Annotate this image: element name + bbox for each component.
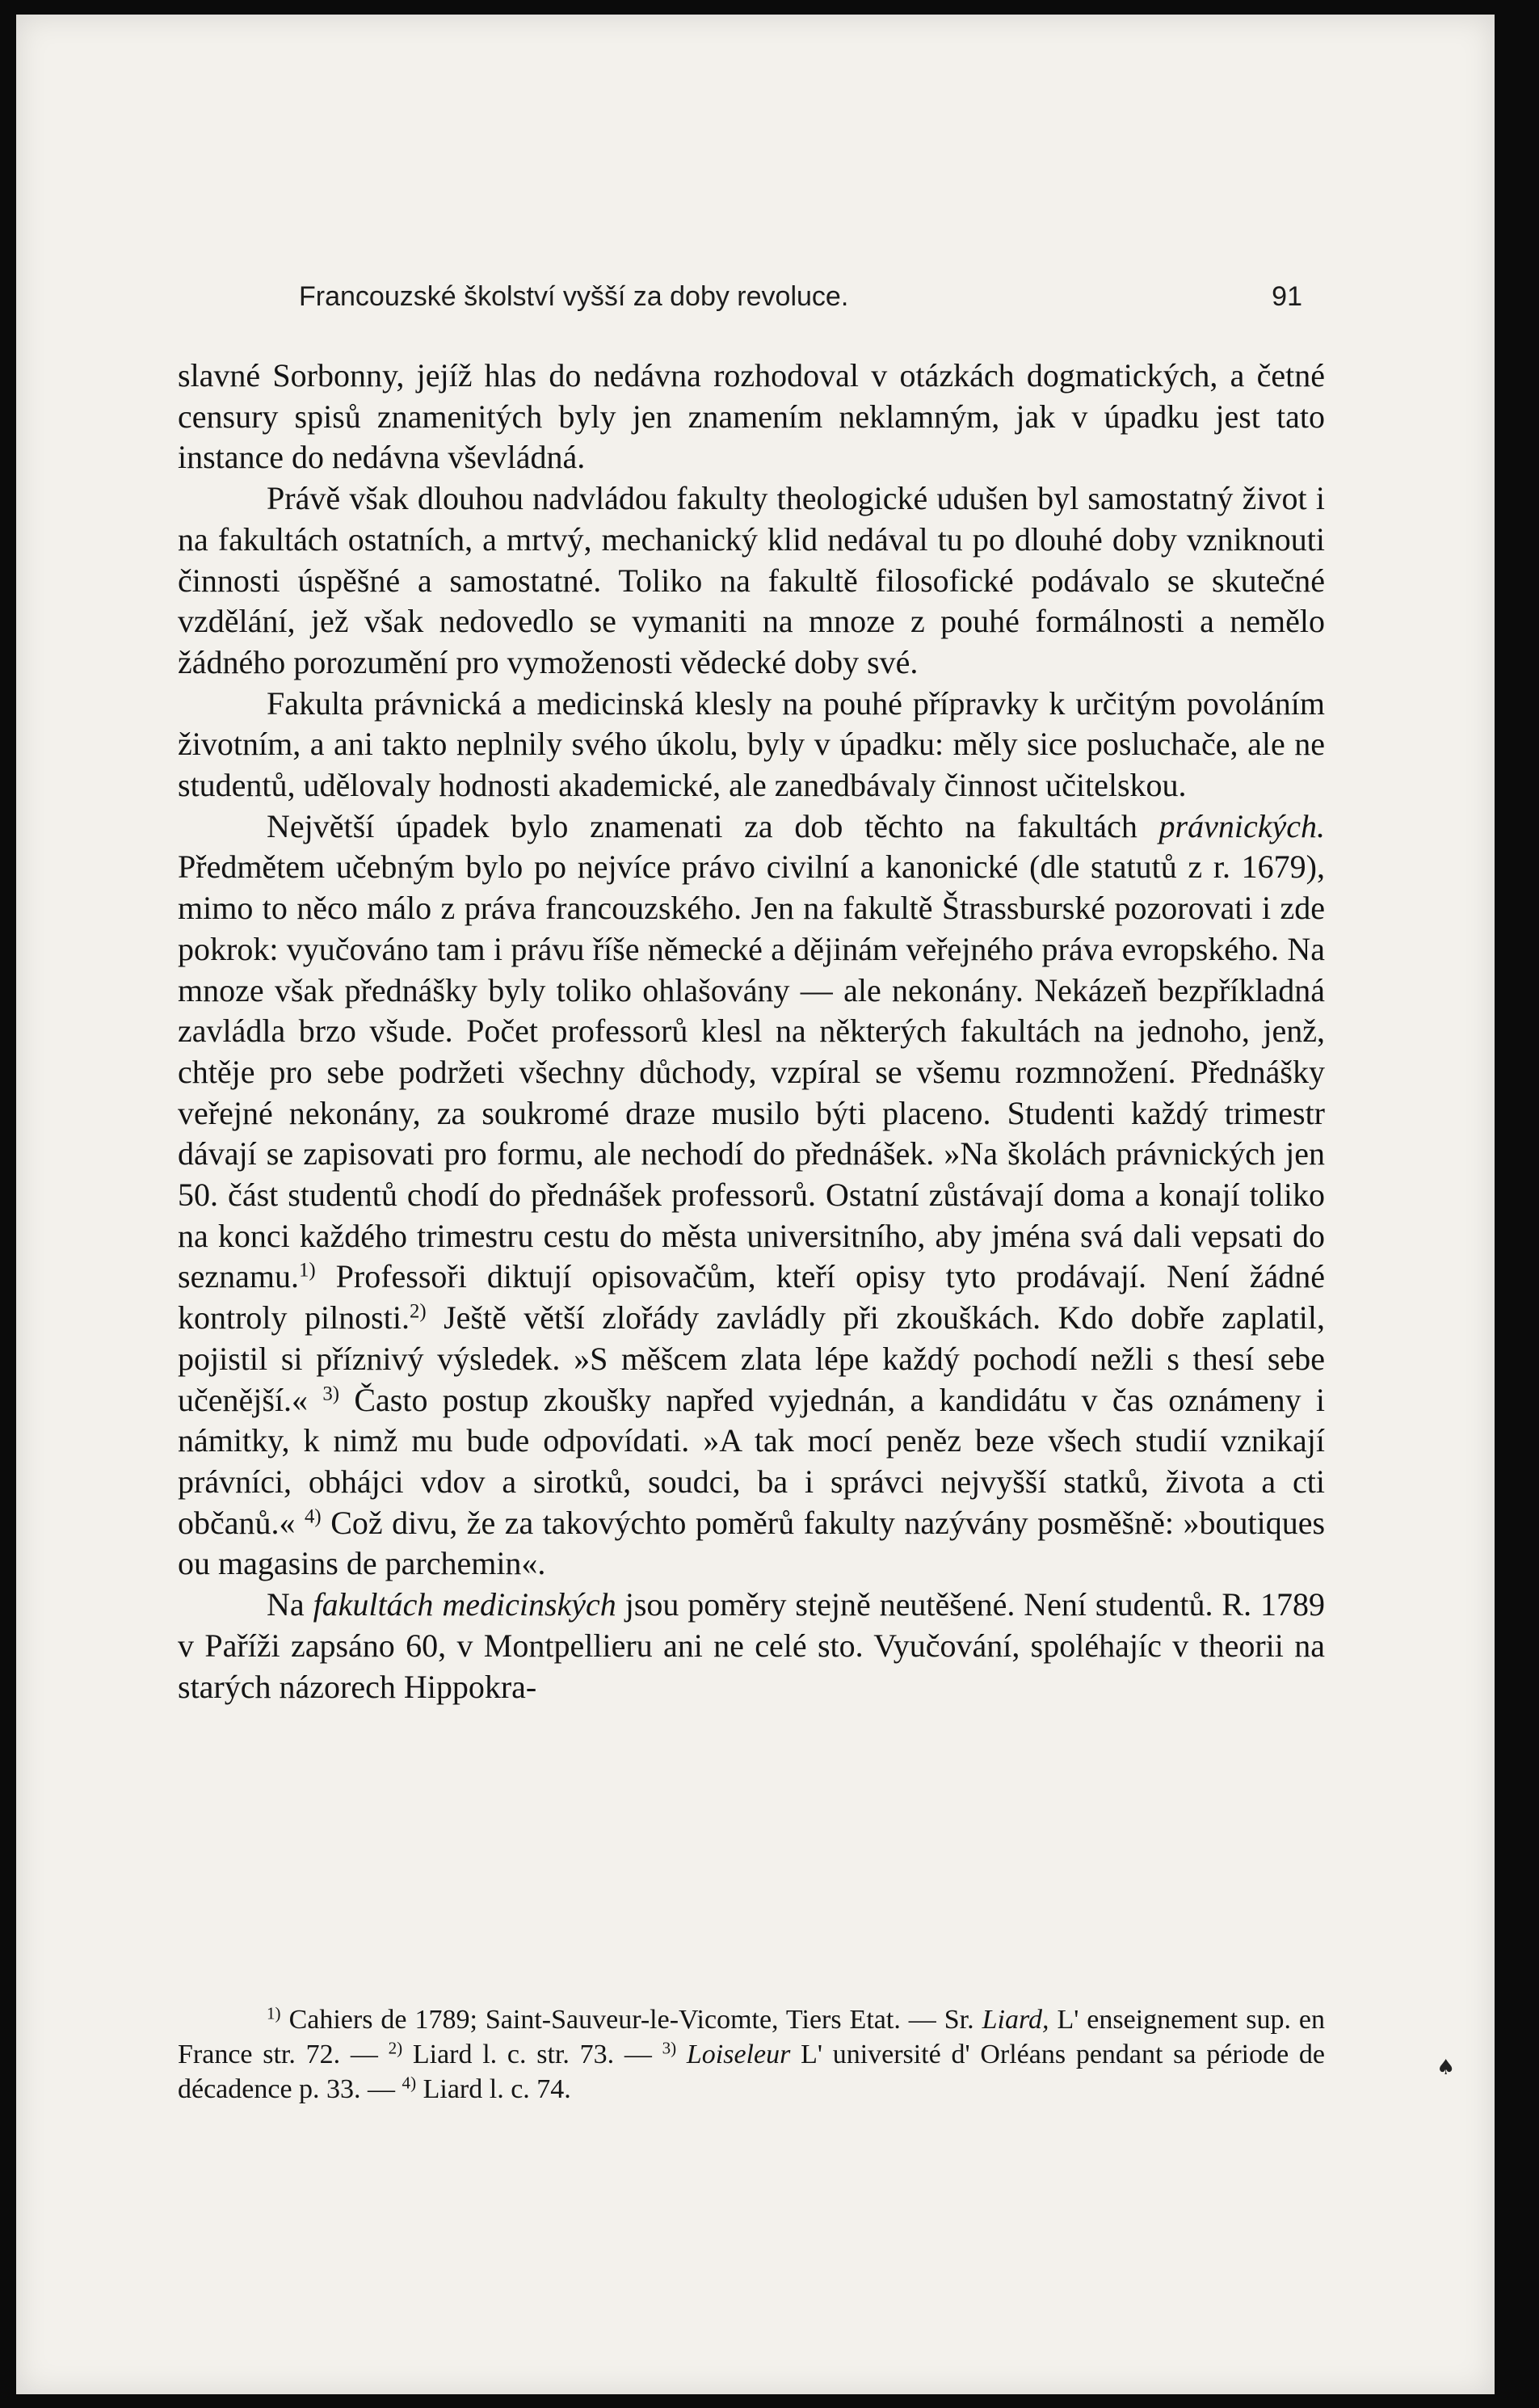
emphasis-text: právnických. xyxy=(1158,807,1325,844)
footnote-ref: 4) xyxy=(305,1505,322,1528)
footnote-text: Liard l. c. str. 73. — xyxy=(412,2040,652,2069)
footnote-marker: 1) xyxy=(267,2003,281,2023)
running-title: Francouzské školství vyšší za doby revoluce. xyxy=(299,281,849,312)
paragraph-text: Předmětem učebným bylo po nejvíce právo civilní a kanonické (dle statutů z r. 1679), mimo to něco málo z práva francouzského. Jen na fakultě Štrassburské pozorovati i zde pokrok: vyučováno tam i právu říše německé a dějinám veřejného práva evropského. Na mnoze však přednášky byly toliko ohlašovány — ale nekonány. Nekázeň bezpříkladná zavládla brzo všude. Počet professorů klesl na některých fakultách na jednoho, jenž, chtěje pro sebe podržeti všechny důchody, vzpíral se všemu rozmnožení. Přednášky veřejné nekonány, za soukromé draze musilo býti placeno. Studenti každý trimestr dávají se zapisovati pro formu, ale nechodí do přednášek. »Na školách právnických jen 50. část studentů chodí do přednášek professorů. Ostatní zůstávají doma a konají toliko na konci každého trimestru cestu do města universitního, aby jména svá dali vepsati do seznamu. xyxy=(178,848,1325,1295)
footnote-ref: 1) xyxy=(298,1259,316,1282)
paragraph-text: Ještě větší zlořády zavládly při zkouškách. Kdo dobře zaplatil, pojistil si příznivý výsledek. »S měšcem zlata lépe každý pochodí nežli s thesí sebe učenější.« xyxy=(178,1299,1326,1418)
paragraph: Právě však dlouhou nadvládou fakulty theologické udušen byl samostatný život i na fakultách ostatních, a mrtvý, mechanický klid nedával tu po dlouhé doby vzniknouti činnosti úspěšné a samostatné. Toliko na fakultě filosofické podávalo se skutečné vzdělání, jež však nedovedlo se vymaniti na mnoze z pouhé formálnosti a nemělo žádného porozumění pro vymoženosti vědecké doby své. xyxy=(178,480,1325,680)
paragraph-text: Professoři diktují opisovačům, kteří opisy tyto prodávají. Není žádné kontroly pilnosti. xyxy=(178,1258,1325,1337)
paragraph-text: Největší úpadek bylo znamenati za dob těchto na fakultách xyxy=(267,807,1137,844)
footnote-ref: 2) xyxy=(409,1300,427,1323)
paragraph xyxy=(178,1585,1325,1707)
paragraph-text: Což divu, že za takovýchto poměrů fakulty nazývány posměšně: »boutiques ou magasins de parchemin«. xyxy=(178,1504,1326,1582)
footnote-emphasis: Liard, xyxy=(982,2005,1049,2035)
margin-mark: ♠ xyxy=(1436,2056,1456,2080)
footnote-marker: 4) xyxy=(402,2073,417,2093)
paragraph-text: Často postup zkoušky napřed vyjednán, a kandidátu v čas oznámeny i námitky, k nimž mu bude odpovídati. »A tak mocí peněz beze všech studií vznikají právníci, obhájci vdov a sirotků, soudci, ba i správci nejvyšší statků, života a cti občanů.« xyxy=(178,1381,1326,1541)
paragraph: slavné Sorbonny, jejíž hlas do nedávna rozhodoval v otázkách dogmatických, a četné censury spisů znamenitých byly jen znamením neklamným, jak v úpadku jest tato instance do nedávna vševládná. xyxy=(178,357,1325,476)
footnotes xyxy=(178,2002,1325,2107)
book-page xyxy=(16,15,1495,2394)
paragraph-text: Na xyxy=(267,1586,305,1623)
emphasis-text: fakultách medicinských xyxy=(313,1586,616,1623)
footnote-text: Liard l. c. 74. xyxy=(423,2074,571,2104)
footnote-marker: 2) xyxy=(388,2038,403,2058)
footnote-block xyxy=(178,2002,1325,2107)
footnote-emphasis: Loiseleur xyxy=(686,2040,791,2069)
footnote-text: Cahiers de 1789; Saint-Sauveur-le-Vicomte, Tiers Etat. — Sr. xyxy=(288,2005,974,2035)
page-number: 91 xyxy=(1272,281,1302,312)
paragraph: Fakulta právnická a medicinská klesly na pouhé přípravky k určitým povoláním životním, a ani takto neplnily svého úkolu, byly v úpadku: měly sice posluchače, ale ne studentů, udělovaly hodnosti akademické, ale zanedbávaly činnost učitelskou. xyxy=(178,684,1325,804)
footnote-text: L' enseignement sup. en France str. 72. — xyxy=(178,2005,1326,2069)
main-text xyxy=(178,356,1325,1707)
paragraph xyxy=(178,806,1325,1585)
footnote-ref: 3) xyxy=(322,1382,340,1404)
paragraph-text: jsou poměry stejně neutěšené. Není studentů. R. 1789 v Paříži zapsáno 60, v Montpellieru ani ne celé sto. Vyučování, spoléhajíc v theorii na starých názorech Hippokra- xyxy=(178,1586,1325,1705)
running-header xyxy=(178,281,1325,318)
footnote-text: L' université d' Orléans pendant sa période de décadence p. 33. — xyxy=(178,2040,1326,2104)
footnote-marker: 3) xyxy=(662,2038,677,2058)
